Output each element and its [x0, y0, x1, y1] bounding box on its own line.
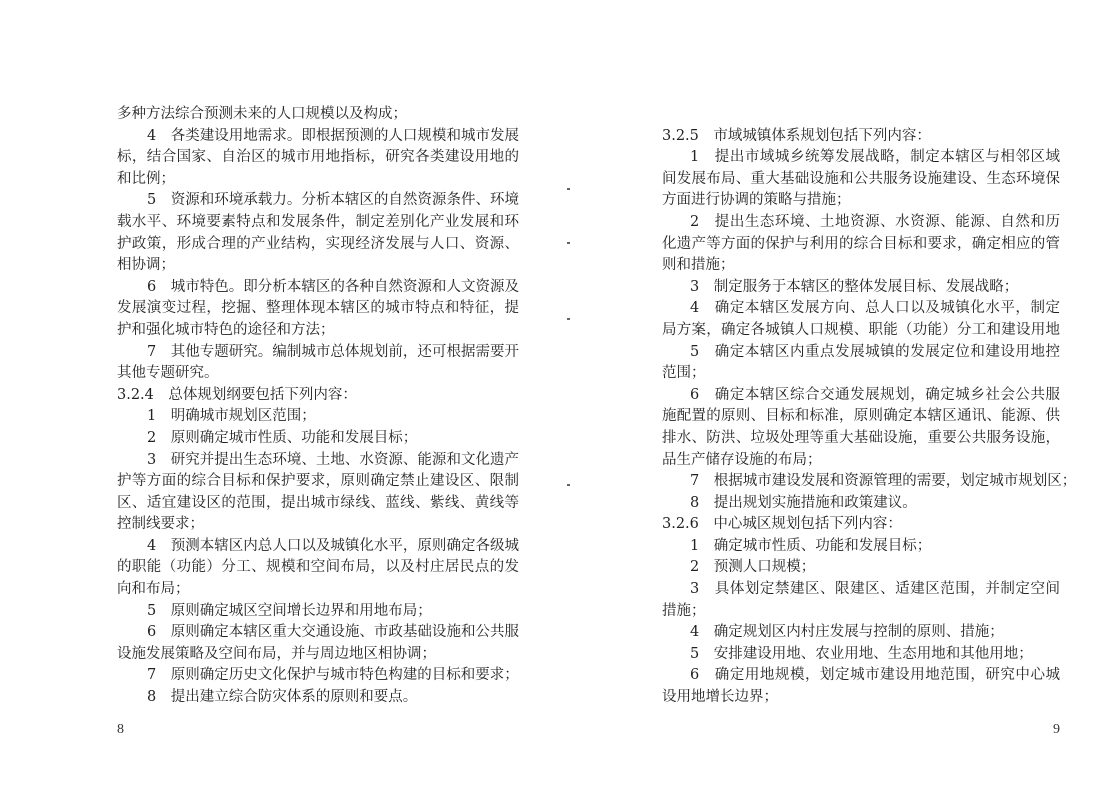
- right-page-text: [662, 104, 1077, 709]
- text-line: 3.2.5 市域城镇体系规划包括下列内容：: [662, 127, 931, 144]
- text-line: 3.2.4 总体规划纲要包括下列内容：: [117, 386, 357, 403]
- text-line: 标，结合国家、自治区的城市用地指标，研究各类建设用地的: [117, 149, 519, 166]
- text-line: 范围；: [662, 365, 706, 382]
- text-line: 8 提出规划实施措施和政策建议。: [690, 494, 917, 511]
- text-line: 载水平、环境要素特点和发展条件，制定差别化产业发展和环: [117, 213, 519, 230]
- text-line: 施配置的原则、目标和标准，原则确定本辖区通讯、能源、供: [662, 408, 1060, 425]
- text-line: 措施；: [662, 602, 706, 619]
- text-line: 8 提出建立综合防灾体系的原则和要点。: [147, 689, 418, 706]
- text-line: 2 提出生态环境、土地资源、水资源、能源、自然和历: [690, 213, 1060, 230]
- text-line: 5 安排建设用地、农业用地、生态用地和其他用地；: [690, 645, 1033, 662]
- text-line: 2 预测人口规模；: [690, 559, 816, 576]
- text-line: 5 原则确定城区空间增长边界和用地布局；: [147, 602, 432, 619]
- text-line: 局方案，确定各城镇人口规模、职能（功能）分工和建设用地: [662, 321, 1060, 338]
- text-line: 1 提出市域城乡统筹发展战略，制定本辖区与相邻区域: [690, 149, 1060, 166]
- text-line: 则和措施；: [662, 257, 735, 274]
- text-line: 7 根据城市建设发展和资源管理的需要，划定城市规划区；: [690, 473, 1077, 490]
- text-line: 控制线要求；: [117, 516, 204, 533]
- left-page-text: [117, 104, 519, 709]
- right-page-number: 9: [1053, 722, 1060, 737]
- scan-speck: [567, 318, 570, 320]
- text-line: 3 制定服务于本辖区的整体发展目标、发展战略；: [690, 278, 1019, 295]
- right-page: [662, 104, 1077, 709]
- text-line: 4 确定本辖区发展方向、总人口以及城镇化水平，制定: [690, 300, 1060, 317]
- text-line: 多种方法综合预测未来的人口规模以及构成；: [117, 106, 407, 122]
- text-line: 护等方面的综合目标和保护要求，原则确定禁止建设区、限制: [117, 473, 519, 490]
- text-line: 5 确定本辖区内重点发展城镇的发展定位和建设用地控: [690, 343, 1060, 360]
- text-line: 向和布局；: [117, 581, 190, 598]
- text-line: 3 具体划定禁建区、限建区、适建区范围，并制定空间: [690, 581, 1060, 598]
- text-line: 化遗产等方面的保护与利用的综合目标和要求，确定相应的管: [662, 235, 1060, 252]
- text-line: 5 资源和环境承载力。分析本辖区的自然资源条件、环境: [147, 192, 519, 209]
- text-line: 其他专题研究。: [117, 365, 219, 382]
- text-line: 6 确定用地规模，划定城市建设用地范围，研究中心城: [690, 667, 1060, 684]
- text-line: 6 原则确定本辖区重大交通设施、市政基础设施和公共服: [147, 624, 519, 641]
- text-line: 护和强化城市特色的途径和方法；: [117, 321, 335, 338]
- text-line: 1 明确城市规划区范围；: [147, 408, 316, 425]
- text-line: 3.2.6 中心城区规划包括下列内容：: [662, 516, 902, 533]
- text-line: 3 研究并提出生态环境、土地、水资源、能源和文化遗产: [147, 451, 519, 468]
- text-line: 间发展布局、重大基础设施和公共服务设施建设、生态环境保: [662, 170, 1060, 187]
- text-line: 7 其他专题研究。编制城市总体规划前，还可根据需要开: [147, 343, 519, 360]
- text-line: 方面进行协调的策略与措施；: [662, 192, 851, 209]
- text-line: 2 原则确定城市性质、功能和发展目标；: [147, 429, 418, 446]
- scan-speck: [567, 484, 570, 486]
- text-line: 排水、防洪、垃圾处理等重大基础设施，重要公共服务设施，: [662, 429, 1060, 446]
- text-line: 的职能（功能）分工、规模和空间布局，以及村庄居民点的发: [117, 559, 519, 576]
- text-line: 相协调；: [117, 257, 175, 274]
- text-line: 1 确定城市性质、功能和发展目标；: [690, 537, 932, 554]
- text-line: 6 确定本辖区综合交通发展规划，确定城乡社会公共服: [690, 386, 1060, 403]
- text-line: 4 确定规划区内村庄发展与控制的原则、措施；: [690, 624, 1004, 641]
- text-line: 4 各类建设用地需求。即根据预测的人口规模和城市发展: [147, 127, 519, 144]
- text-line: 品生产储存设施的布局；: [662, 451, 822, 468]
- text-line: 和比例；: [117, 170, 175, 187]
- text-line: 护政策，形成合理的产业结构，实现经济发展与人口、资源、: [117, 235, 519, 252]
- text-line: 发展演变过程，挖掘、整理体现本辖区的城市特点和特征，提: [117, 300, 519, 317]
- text-line: 7 原则确定历史文化保护与城市特色构建的目标和要求；: [147, 667, 519, 684]
- text-line: [662, 104, 1060, 126]
- text-line: 区、适宜建设区的范围，提出城市绿线、蓝线、紫线、黄线等: [117, 494, 519, 511]
- text-line: 设用地增长边界；: [662, 689, 778, 706]
- scan-speck: [567, 188, 570, 190]
- text-line: 4 预测本辖区内总人口以及城镇化水平，原则确定各级城: [147, 537, 519, 554]
- left-page: [117, 104, 519, 709]
- text-line: 设施发展策略及空间布局，并与周边地区相协调；: [117, 645, 436, 662]
- scan-speck: [567, 242, 570, 244]
- text-line: 6 城市特色。即分析本辖区的各种自然资源和人文资源及: [147, 278, 519, 295]
- left-page-number: 8: [117, 722, 124, 737]
